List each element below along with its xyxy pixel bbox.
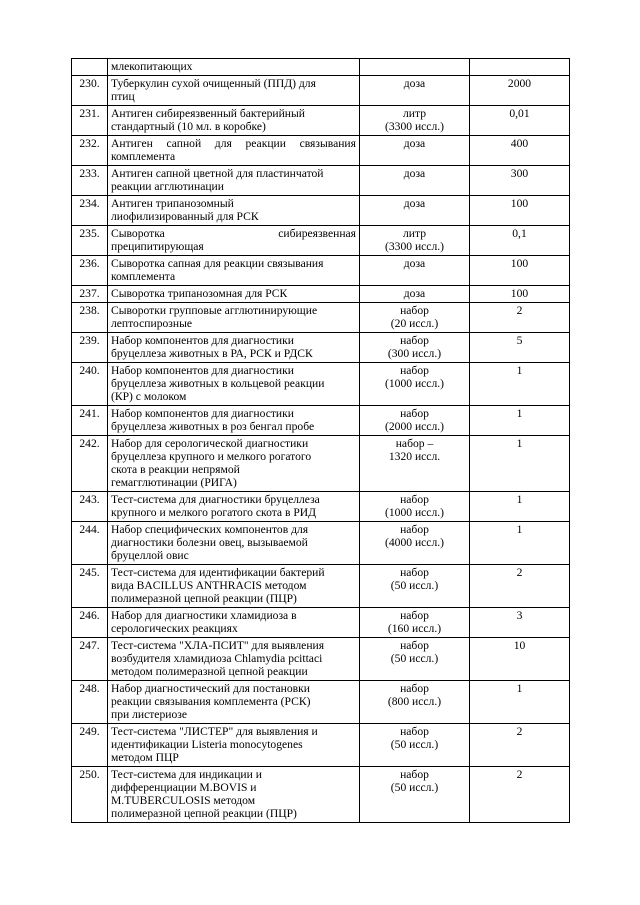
unit-line: набор bbox=[400, 639, 429, 652]
unit-line: (50 иссл.) bbox=[390, 781, 439, 794]
row-number: 245. bbox=[72, 565, 108, 608]
unit-line: (160 иссл.) bbox=[387, 622, 442, 635]
unit-line: литр bbox=[403, 227, 426, 240]
table-row bbox=[72, 196, 570, 226]
item-name-line: дифференциации M.BOVIS и bbox=[111, 781, 257, 794]
item-name-line: Антиген сапной цветной для пластинчатой bbox=[111, 167, 324, 180]
item-name-line: крупного и мелкого рогатого скота в РИД bbox=[111, 506, 317, 519]
item-name-line: Тест-система "ЛИСТЕР" для выявления и bbox=[111, 725, 318, 738]
unit-line: набор bbox=[400, 364, 429, 377]
unit-line: (300 иссл.) bbox=[387, 347, 442, 360]
table-row bbox=[72, 724, 570, 767]
table-row bbox=[72, 522, 570, 565]
item-name-line: стандартный (10 мл. в коробке) bbox=[111, 120, 266, 133]
unit-cell bbox=[360, 363, 470, 406]
item-name-line: Набор компонентов для диагностики bbox=[111, 334, 294, 347]
unit-line: литр bbox=[403, 107, 426, 120]
unit-cell bbox=[360, 196, 470, 226]
table-row bbox=[72, 106, 570, 136]
unit-cell bbox=[360, 303, 470, 333]
table-row bbox=[72, 256, 570, 286]
unit-line: доза bbox=[403, 77, 426, 90]
unit-cell bbox=[360, 767, 470, 823]
item-name-line: бруцеллеза крупного и мелкого рогатого bbox=[111, 450, 312, 463]
unit-line: набор bbox=[400, 682, 429, 695]
item-name-line: бруцеллеза животных в роз бенгал пробе bbox=[111, 420, 315, 433]
item-name-line: Тест-система для идентификации бактерий bbox=[111, 566, 325, 579]
quantity-cell: 2 bbox=[470, 565, 570, 608]
quantity-cell: 2 bbox=[470, 303, 570, 333]
item-name-line: Антиген трипанозомный bbox=[111, 197, 234, 210]
table-row bbox=[72, 333, 570, 363]
row-number: 235. bbox=[72, 226, 108, 256]
item-name-line: лептоспирозные bbox=[111, 317, 193, 330]
unit-line: (3300 иссл.) bbox=[385, 240, 444, 253]
reagents-table bbox=[71, 58, 570, 823]
item-name-cell bbox=[108, 363, 360, 406]
item-name-line bbox=[111, 227, 356, 240]
item-name-cell bbox=[108, 681, 360, 724]
unit-line: (2000 иссл.) bbox=[385, 420, 444, 433]
unit-cell bbox=[360, 256, 470, 286]
quantity-cell: 100 bbox=[470, 196, 570, 226]
quantity-cell: 1 bbox=[470, 522, 570, 565]
table-row bbox=[72, 436, 570, 492]
item-name-line: Антиген сибиреязвенный бактерийный bbox=[111, 107, 306, 120]
unit-line: доза bbox=[403, 197, 426, 210]
item-name-line bbox=[111, 137, 356, 150]
item-name-line: бруцеллеза животных в РА, РСК и РДСК bbox=[111, 347, 313, 360]
item-name-cell bbox=[108, 492, 360, 522]
row-number: 236. bbox=[72, 256, 108, 286]
row-number: 239. bbox=[72, 333, 108, 363]
quantity-cell: 1 bbox=[470, 363, 570, 406]
unit-cell bbox=[360, 226, 470, 256]
unit-cell bbox=[360, 333, 470, 363]
item-name-line: Тест-система для индикации и bbox=[111, 768, 262, 781]
item-name-line: комплемента bbox=[111, 150, 176, 163]
item-name-line: возбудителя хламидиоза Chlamydia pcittaci bbox=[111, 652, 323, 665]
item-name-cell bbox=[108, 166, 360, 196]
item-name-line: диагностики болезни овец, вызываемой bbox=[111, 536, 308, 549]
item-name-line: Сыворотка сапная для реакции связывания bbox=[111, 257, 324, 270]
unit-line: (1000 иссл.) bbox=[385, 506, 444, 519]
quantity-cell: 2 bbox=[470, 767, 570, 823]
item-name-line: Набор специфических компонентов для bbox=[111, 523, 309, 536]
unit-line: (20 иссл.) bbox=[390, 317, 439, 330]
item-name-cell bbox=[108, 724, 360, 767]
quantity-cell: 1 bbox=[470, 681, 570, 724]
item-name-line: скота в реакции непрямой bbox=[111, 463, 240, 476]
quantity-cell: 2000 bbox=[470, 76, 570, 106]
table-row bbox=[72, 286, 570, 303]
quantity-cell: 5 bbox=[470, 333, 570, 363]
table-row bbox=[72, 136, 570, 166]
unit-cell bbox=[360, 681, 470, 724]
unit-cell bbox=[360, 136, 470, 166]
table-row bbox=[72, 492, 570, 522]
unit-line: (4000 иссл.) bbox=[385, 536, 444, 549]
quantity-cell: 2 bbox=[470, 724, 570, 767]
unit-cell bbox=[360, 565, 470, 608]
row-number: 246. bbox=[72, 608, 108, 638]
item-name-cell bbox=[108, 256, 360, 286]
item-name-word: сапной bbox=[166, 137, 202, 150]
item-name-line: вида BACILLUS ANTHRACIS методом bbox=[111, 579, 307, 592]
quantity-cell: 1 bbox=[470, 436, 570, 492]
row-number: 243. bbox=[72, 492, 108, 522]
item-name-word: сибиреязвенная bbox=[278, 227, 356, 240]
item-name-word: Сыворотка bbox=[111, 227, 165, 240]
table-row bbox=[72, 767, 570, 823]
unit-line: набор bbox=[400, 523, 429, 536]
row-number: 237. bbox=[72, 286, 108, 303]
unit-cell bbox=[360, 166, 470, 196]
quantity-cell: 1 bbox=[470, 406, 570, 436]
quantity-cell bbox=[470, 59, 570, 76]
item-name-line: комплемента bbox=[111, 270, 176, 283]
item-name-line: методом полимеразной цепной реакции bbox=[111, 665, 308, 678]
unit-cell bbox=[360, 406, 470, 436]
item-name-cell bbox=[108, 638, 360, 681]
row-number: 241. bbox=[72, 406, 108, 436]
item-name-line: Набор для диагностики хламидиоза в bbox=[111, 609, 297, 622]
unit-line: набор bbox=[400, 609, 429, 622]
unit-line: набор – bbox=[395, 437, 434, 450]
item-name-line: Набор компонентов для диагностики bbox=[111, 407, 294, 420]
row-number: 232. bbox=[72, 136, 108, 166]
unit-line: набор bbox=[400, 725, 429, 738]
table-row bbox=[72, 363, 570, 406]
item-name-line: реакции связывания комплемента (РСК) bbox=[111, 695, 311, 708]
quantity-cell: 1 bbox=[470, 492, 570, 522]
unit-cell bbox=[360, 76, 470, 106]
unit-line: 1320 иссл. bbox=[388, 450, 441, 463]
item-name-line: преципитирующая bbox=[111, 240, 204, 253]
item-name-cell bbox=[108, 196, 360, 226]
item-name-line: M.TUBERCULOSIS методом bbox=[111, 794, 256, 807]
row-number: 238. bbox=[72, 303, 108, 333]
item-name-line: полимеразной цепной реакции (ПЦР) bbox=[111, 807, 297, 820]
item-name-cell bbox=[108, 303, 360, 333]
table-row bbox=[72, 59, 570, 76]
item-name-line: млекопитающих bbox=[111, 60, 193, 73]
unit-line: (50 иссл.) bbox=[390, 738, 439, 751]
table-row bbox=[72, 608, 570, 638]
item-name-cell bbox=[108, 76, 360, 106]
row-number: 231. bbox=[72, 106, 108, 136]
row-number: 248. bbox=[72, 681, 108, 724]
item-name-word: Антиген bbox=[111, 137, 153, 150]
item-name-word: реакции bbox=[245, 137, 286, 150]
item-name-line: бруцеллеза животных в кольцевой реакции bbox=[111, 377, 325, 390]
item-name-line: гемагглютинации (РИГА) bbox=[111, 476, 237, 489]
table-row bbox=[72, 166, 570, 196]
item-name-line: Тест-система "ХЛА-ПСИТ" для выявления bbox=[111, 639, 325, 652]
item-name-line: реакции агглютинации bbox=[111, 180, 224, 193]
row-number: 233. bbox=[72, 166, 108, 196]
unit-line: доза bbox=[403, 137, 426, 150]
item-name-line: Набор диагностический для постановки bbox=[111, 682, 310, 695]
item-name-line: Сыворотки групповые агглютинирующие bbox=[111, 304, 318, 317]
item-name-cell bbox=[108, 136, 360, 166]
item-name-line: Набор для серологической диагностики bbox=[111, 437, 309, 450]
quantity-cell: 0,1 bbox=[470, 226, 570, 256]
item-name-cell bbox=[108, 106, 360, 136]
unit-line: набор bbox=[400, 566, 429, 579]
unit-line: набор bbox=[400, 334, 429, 347]
item-name-cell bbox=[108, 286, 360, 303]
item-name-cell bbox=[108, 59, 360, 76]
item-name-line: полимеразной цепной реакции (ПЦР) bbox=[111, 592, 297, 605]
table-row bbox=[72, 565, 570, 608]
row-number: 240. bbox=[72, 363, 108, 406]
unit-line: доза bbox=[403, 257, 426, 270]
item-name-line: лиофилизированный для РСК bbox=[111, 210, 259, 223]
table-row bbox=[72, 226, 570, 256]
table-row bbox=[72, 76, 570, 106]
unit-cell bbox=[360, 492, 470, 522]
quantity-cell: 300 bbox=[470, 166, 570, 196]
row-number: 249. bbox=[72, 724, 108, 767]
table-body bbox=[72, 59, 570, 823]
quantity-cell: 10 bbox=[470, 638, 570, 681]
quantity-cell: 100 bbox=[470, 256, 570, 286]
row-number: 244. bbox=[72, 522, 108, 565]
item-name-word: связывания bbox=[299, 137, 356, 150]
unit-cell bbox=[360, 724, 470, 767]
item-name-line: (КР) с молоком bbox=[111, 390, 187, 403]
unit-cell bbox=[360, 106, 470, 136]
unit-line: доза bbox=[403, 287, 426, 300]
row-number: 242. bbox=[72, 436, 108, 492]
item-name-line: Туберкулин сухой очищенный (ППД) для bbox=[111, 77, 316, 90]
unit-line: (1000 иссл.) bbox=[385, 377, 444, 390]
item-name-line: бруцеллой овис bbox=[111, 549, 189, 562]
unit-cell bbox=[360, 436, 470, 492]
unit-cell bbox=[360, 608, 470, 638]
item-name-line: Сыворотка трипанозомная для РСК bbox=[111, 287, 288, 300]
unit-line: набор bbox=[400, 304, 429, 317]
table-row bbox=[72, 303, 570, 333]
item-name-word: для bbox=[214, 137, 232, 150]
table-row bbox=[72, 681, 570, 724]
item-name-cell bbox=[108, 608, 360, 638]
unit-line: (50 иссл.) bbox=[390, 579, 439, 592]
item-name-line: Набор компонентов для диагностики bbox=[111, 364, 294, 377]
unit-cell bbox=[360, 286, 470, 303]
unit-line: доза bbox=[403, 167, 426, 180]
unit-line: набор bbox=[400, 768, 429, 781]
quantity-cell: 400 bbox=[470, 136, 570, 166]
quantity-cell: 0,01 bbox=[470, 106, 570, 136]
item-name-line: Тест-система для диагностики бруцеллеза bbox=[111, 493, 320, 506]
document-page bbox=[71, 58, 569, 823]
item-name-cell bbox=[108, 565, 360, 608]
item-name-line: при листериозе bbox=[111, 708, 187, 721]
unit-line: (50 иссл.) bbox=[390, 652, 439, 665]
item-name-line: серологических реакциях bbox=[111, 622, 238, 635]
unit-line: набор bbox=[400, 493, 429, 506]
unit-cell bbox=[360, 59, 470, 76]
item-name-cell bbox=[108, 767, 360, 823]
unit-line: (800 иссл.) bbox=[387, 695, 442, 708]
quantity-cell: 100 bbox=[470, 286, 570, 303]
unit-line: набор bbox=[400, 407, 429, 420]
unit-line: (3300 иссл.) bbox=[385, 120, 444, 133]
item-name-line: методом ПЦР bbox=[111, 751, 179, 764]
item-name-cell bbox=[108, 522, 360, 565]
item-name-cell bbox=[108, 226, 360, 256]
table-row bbox=[72, 638, 570, 681]
item-name-line: идентификации Listeria monocytogenes bbox=[111, 738, 303, 751]
row-number: 230. bbox=[72, 76, 108, 106]
table-row bbox=[72, 406, 570, 436]
row-number: 250. bbox=[72, 767, 108, 823]
row-number bbox=[72, 59, 108, 76]
row-number: 247. bbox=[72, 638, 108, 681]
item-name-cell bbox=[108, 436, 360, 492]
unit-cell bbox=[360, 522, 470, 565]
row-number: 234. bbox=[72, 196, 108, 226]
item-name-cell bbox=[108, 406, 360, 436]
item-name-cell bbox=[108, 333, 360, 363]
quantity-cell: 3 bbox=[470, 608, 570, 638]
item-name-line: птиц bbox=[111, 90, 135, 103]
unit-cell bbox=[360, 638, 470, 681]
